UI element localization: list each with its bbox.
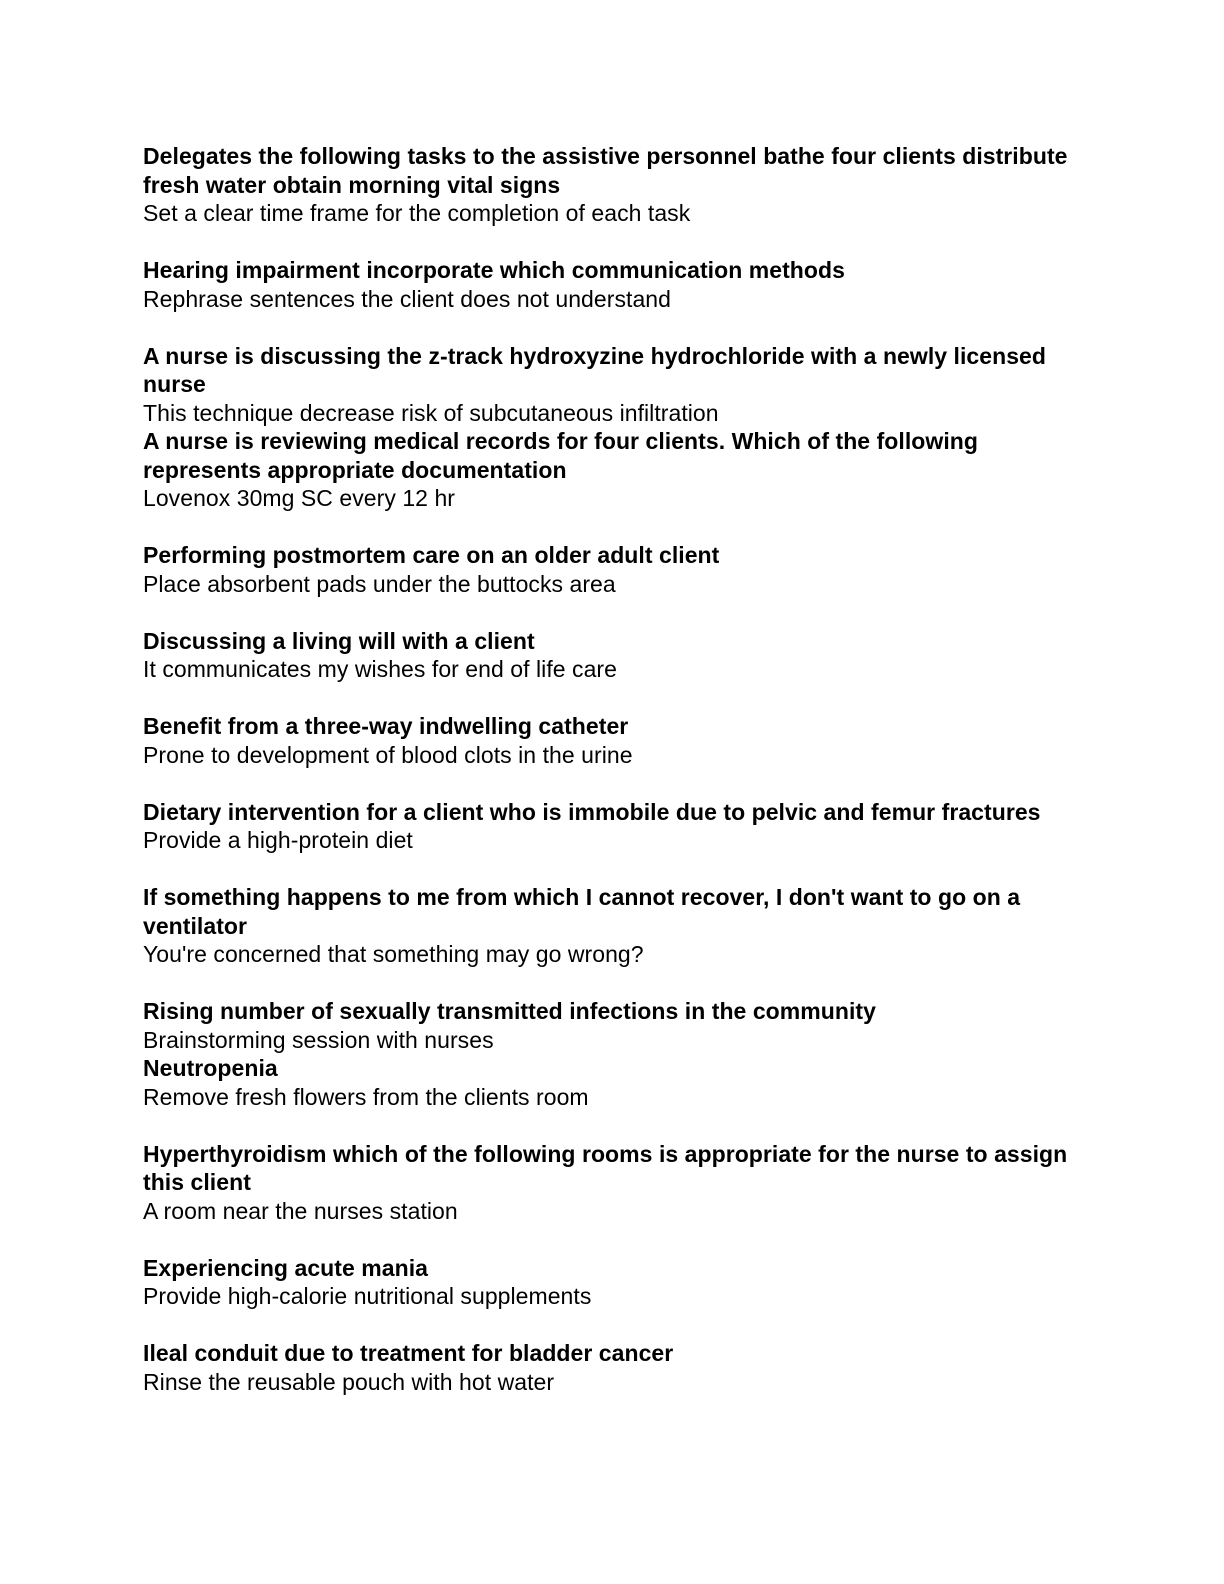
qa-item [143, 883, 1083, 969]
answer-text: You're concerned that something may go wrong? [143, 941, 644, 967]
qa-item [143, 627, 1083, 684]
answer-text: Rinse the reusable pouch with hot water [143, 1368, 555, 1395]
question-text: Ileal conduit due to treatment for bladder cancer [143, 1340, 674, 1366]
question-text: Experiencing acute mania [143, 1254, 428, 1281]
answer-text: Brainstorming session with nurses [143, 1026, 494, 1053]
question-text: A nurse is reviewing medical records for four clients. Which of the following represents appropriate documentation [143, 428, 978, 483]
question-text: Performing postmortem care on an older adult client [143, 542, 720, 568]
answer-text: Provide a high-protein diet [143, 827, 413, 853]
qa-item [143, 712, 1083, 769]
question-text: Rising number of sexually transmitted infections in the community [143, 998, 876, 1024]
qa-item [143, 997, 1083, 1054]
answer-text: Rephrase sentences the client does not understand [143, 285, 671, 312]
qa-item [143, 1339, 1083, 1396]
qa-list [143, 142, 1083, 1396]
qa-item [143, 427, 1083, 513]
question-text: If something happens to me from which I cannot recover, I don't want to go on a ventilator [143, 884, 1021, 939]
qa-item [143, 142, 1083, 228]
question-text: Hyperthyroidism which of the following rooms is appropriate for the nurse to assign this client [143, 1140, 1068, 1195]
answer-text: This technique decrease risk of subcutaneous infiltration [143, 399, 719, 426]
qa-item [143, 1254, 1083, 1311]
answer-text: Place absorbent pads under the buttocks area [143, 570, 616, 597]
question-text: Neutropenia [143, 1055, 278, 1081]
question-text: Dietary intervention for a client who is immobile due to pelvic and femur fractures [143, 798, 1041, 825]
question-text: Hearing impairment incorporate which communication methods [143, 257, 845, 283]
question-text: A nurse is discussing the z-track hydroxyzine hydrochloride with a newly licensed nurse [143, 342, 1046, 397]
qa-item [143, 541, 1083, 598]
answer-text: Provide high-calorie nutritional supplements [143, 1283, 592, 1309]
answer-text: Prone to development of blood clots in the urine [143, 741, 633, 768]
answer-text: It communicates my wishes for end of life care [143, 656, 617, 682]
answer-text: Remove fresh flowers from the clients room [143, 1083, 589, 1110]
qa-item [143, 342, 1083, 428]
question-text: Discussing a living will with a client [143, 627, 535, 654]
answer-text: Lovenox 30mg SC every 12 hr [143, 485, 456, 511]
answer-text: A room near the nurses station [143, 1197, 458, 1224]
qa-item [143, 1140, 1083, 1226]
question-text: Benefit from a three-way indwelling catheter [143, 713, 629, 739]
qa-item [143, 1054, 1083, 1111]
qa-item [143, 798, 1083, 855]
answer-text: Set a clear time frame for the completion of each task [143, 200, 691, 226]
qa-item [143, 256, 1083, 313]
question-text: Delegates the following tasks to the assistive personnel bathe four clients distribute fresh water obtain morning vital signs [143, 143, 1068, 198]
